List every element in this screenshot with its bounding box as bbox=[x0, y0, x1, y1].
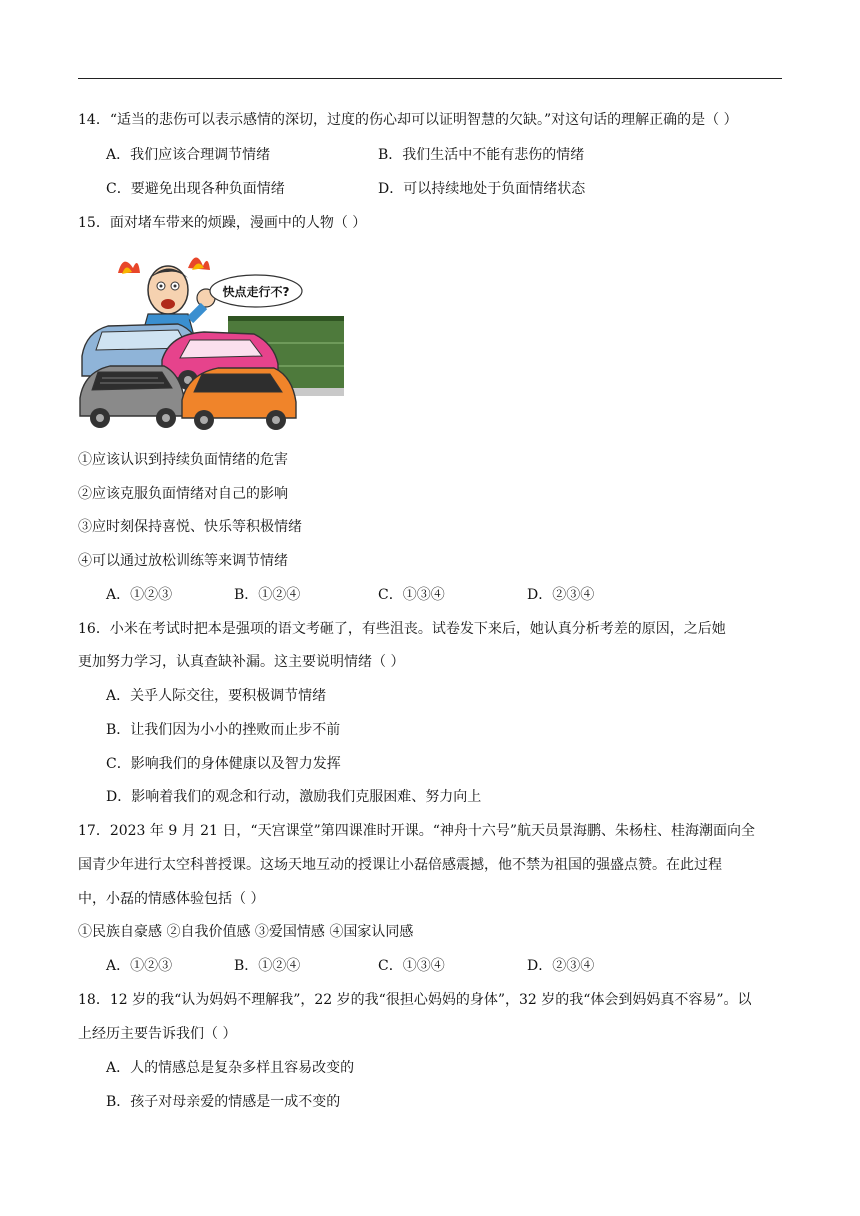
q15-statement-1: ①应该认识到持续负面情绪的危害 bbox=[78, 452, 288, 468]
q15-stem: 15．面对堵车带来的烦躁，漫画中的人物（ ） bbox=[78, 215, 367, 231]
q15-statement-3: ③应时刻保持喜悦、快乐等积极情绪 bbox=[78, 519, 302, 535]
q17-stem-line3: 中，小磊的情感体验包括（ ） bbox=[78, 891, 265, 907]
q18-option-b: B．孩子对母亲爱的情感是一成不变的 bbox=[106, 1094, 341, 1110]
q16-option-d: D．影响着我们的观念和行动，激励我们克服困难、努力向上 bbox=[106, 789, 482, 805]
q14-stem: 14．“适当的悲伤可以表示感情的深切，过度的伤心却可以证明智慧的欠缺。”对这句话的理解正确的是（ ） bbox=[78, 112, 738, 128]
header-rule bbox=[78, 78, 782, 79]
q14-option-a: A．我们应该合理调节情绪 bbox=[106, 147, 271, 163]
q17-option-b: B．①②④ bbox=[234, 958, 301, 974]
q15-option-a: A．①②③ bbox=[106, 587, 173, 603]
q17-option-d: D．②③④ bbox=[527, 958, 595, 974]
q15-option-c: C．①③④ bbox=[378, 587, 445, 603]
speech-bubble-text: 快点走行不? bbox=[222, 285, 290, 299]
q15-statement-2: ②应该克服负面情绪对自己的影响 bbox=[78, 486, 288, 502]
q16-option-c: C．影响我们的身体健康以及智力发挥 bbox=[106, 756, 341, 772]
q18-stem-line1: 18．12 岁的我“认为妈妈不理解我”，22 岁的我“很担心妈妈的身体”，32 岁的我“体会到妈妈真不容易”。以 bbox=[78, 992, 752, 1008]
q14-option-c: C．要避免出现各种负面情绪 bbox=[106, 181, 285, 197]
q17-option-a: A．①②③ bbox=[106, 958, 173, 974]
speech-bubble bbox=[210, 275, 302, 307]
q15-statement-4: ④可以通过放松训练等来调节情绪 bbox=[78, 553, 288, 569]
q17-option-c: C．①③④ bbox=[378, 958, 445, 974]
traffic-jam-cartoon bbox=[78, 248, 344, 430]
q16-stem-line1: 16．小米在考试时把本是强项的语文考砸了，有些沮丧。试卷发下来后，她认真分析考差的原因，之后她 bbox=[78, 621, 726, 637]
q15-option-b: B．①②④ bbox=[234, 587, 301, 603]
q17-stem-line2: 国青少年进行太空科普授课。这场天地互动的授课让小磊倍感震撼，他不禁为祖国的强盛点赞。在此过程 bbox=[78, 857, 722, 873]
q17-stem-line1: 17．2023 年 9 月 21 日，“天宫课堂”第四课准时开课。“神舟十六号”航天员景海鹏、朱杨柱、桂海潮面向全 bbox=[78, 823, 756, 839]
q18-option-a: A．人的情感总是复杂多样且容易改变的 bbox=[106, 1060, 355, 1076]
q15-option-d: D．②③④ bbox=[527, 587, 595, 603]
q16-option-a: A．关乎人际交往，要积极调节情绪 bbox=[106, 688, 327, 704]
q14-option-b: B．我们生活中不能有悲伤的情绪 bbox=[378, 147, 585, 163]
q14-option-d: D．可以持续地处于负面情绪状态 bbox=[378, 181, 586, 197]
q16-option-b: B．让我们因为小小的挫败而止步不前 bbox=[106, 722, 341, 738]
q17-statements: ①民族自豪感 ②自我价值感 ③爱国情感 ④国家认同感 bbox=[78, 924, 414, 940]
q16-stem-line2: 更加努力学习，认真查缺补漏。这主要说明情绪（ ） bbox=[78, 654, 405, 670]
q18-stem-line2: 上经历主要告诉我们（ ） bbox=[78, 1026, 237, 1042]
